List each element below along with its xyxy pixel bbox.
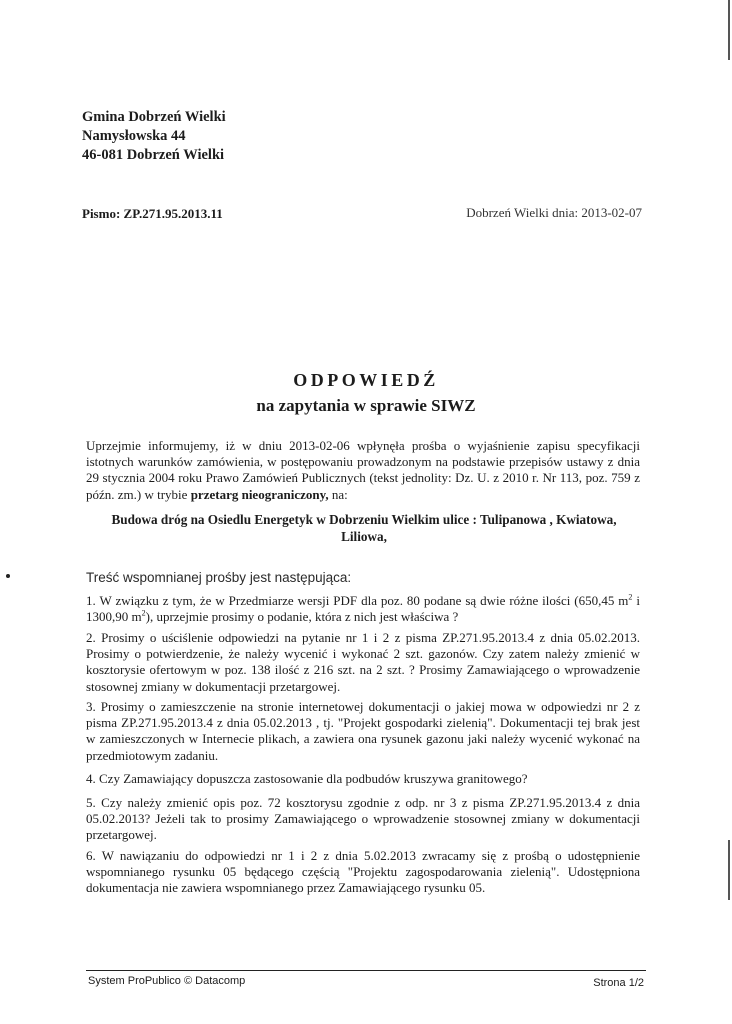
document-title: ODPOWIEDŹ [293,370,439,390]
sender-address [82,108,226,165]
letter-date: Dobrzeń Wielki dnia: 2013-02-07 [466,205,642,220]
question-1 [86,593,640,625]
question-5: 5. Czy należy zmienić opis poz. 72 kosztorysu zgodnie z odp. nr 3 z pisma ZP.271.95.2013.4 z dnia 05.02.2013? Jeżeli tak to prosimy Zamawiającego o wprowadzenie stosownej zmiany w dokumentacji przetargowej. [86,795,640,843]
question-1-part-c: ), uprzejmie prosimy o podanie, która z nich jest właściwa ? [145,609,459,625]
question-1-part-a: 1. W związku z tym, że w Przedmiarze wersji PDF dla poz. 80 podane są dwie różne ilości (650,45 m [86,593,629,608]
scan-edge-mark-top [728,0,730,60]
footer-divider [86,970,646,971]
sender-name: Gmina Dobrzeń Wielki [82,109,226,125]
scan-dot-mark [6,574,10,578]
document-subtitle: na zapytania w sprawie SIWZ [256,396,476,415]
intro-text: Uprzejmie informujemy, iż w dniu 2013-02-06 wpłynęła prośba o wyjaśnienie zapisu specyfikacji istotnych warunków zamówienia, w postępowaniu prowadzonym na podstawie przepisów ustawy z dnia 29 stycznia 2004 roku Prawo Zamówień Publicznych (tekst jednolity: Dz. U. z 2010 r. Nr 113, poz. 759 z późn. zm.) w trybie [86,438,640,502]
question-2: 2. Prosimy o uściślenie odpowiedzi na pytanie nr 1 i 2 z pisma ZP.271.95.2013.4 z dnia 05.02.2013. Prosimy o potwierdzenie, że należy wycenić i wykonać 2 szt. gazonów. Czy zatem należy zmienić w kosztorysie ofertowym w poz. 138 ilość z 216 szt. na 2 szt. ? Prosimy Zamawiającego o wprowadzenie stosownej zmiany w dokumentacji przetargowej. [86,630,640,694]
question-6: 6. W nawiązaniu do odpowiedzi nr 1 i 2 z dnia 5.02.2013 zwracamy się z prośbą o udostępnienie wspomnianego rysunku 05 będącego częścią "Projektu zagospodarowania zielenią". Udostępniona dokumentacja nie zawiera wspomnianego przez Zamawiającego rysunku 05. [86,848,640,896]
footer-page-number: Strona 1/2 [593,977,644,989]
sender-city: 46-081 Dobrzeń Wielki [82,147,225,163]
question-4: 4. Czy Zamawiający dopuszcza zastosowanie dla podbudów kruszywa granitowego? [86,771,528,786]
question-1-part-b: i 1300,90 m [86,593,640,625]
question-1-sup-1: 2 [628,592,633,602]
scan-edge-mark-bottom [728,840,730,900]
letter-reference: Pismo: ZP.271.95.2013.11 [82,206,223,221]
intro-paragraph [86,438,640,503]
question-3: 3. Prosimy o zamieszczenie na stronie internetowej dokumentacji o jakiej mowa w odpowiedzi nr 2 z pisma ZP.271.95.2013.4 z dnia 05.02.2013 , tj. "Projekt gospodarki zielenią". Dokumentacji tej brak jest w zamieszczonych w Internecie plikach, a zawiera ona rysunek gazonu jaki należy wycenić wykonać na przedmiotowym zadaniu. [86,699,640,763]
footer-system: System ProPublico © Datacomp [88,975,246,987]
question-1-sup-2: 2 [141,608,146,618]
intro-tail: na: [328,486,348,502]
project-name: Budowa dróg na Osiedlu Energetyk w Dobrzeniu Wielkim ulice : Tulipanowa , Kwiatowa, Liliowa, [111,512,617,544]
request-content-label: Treść wspomnianej prośby jest następująca: [86,570,352,585]
sender-street: Namysłowska 44 [82,128,186,144]
procedure-mode: przetarg nieograniczony, [190,486,329,502]
